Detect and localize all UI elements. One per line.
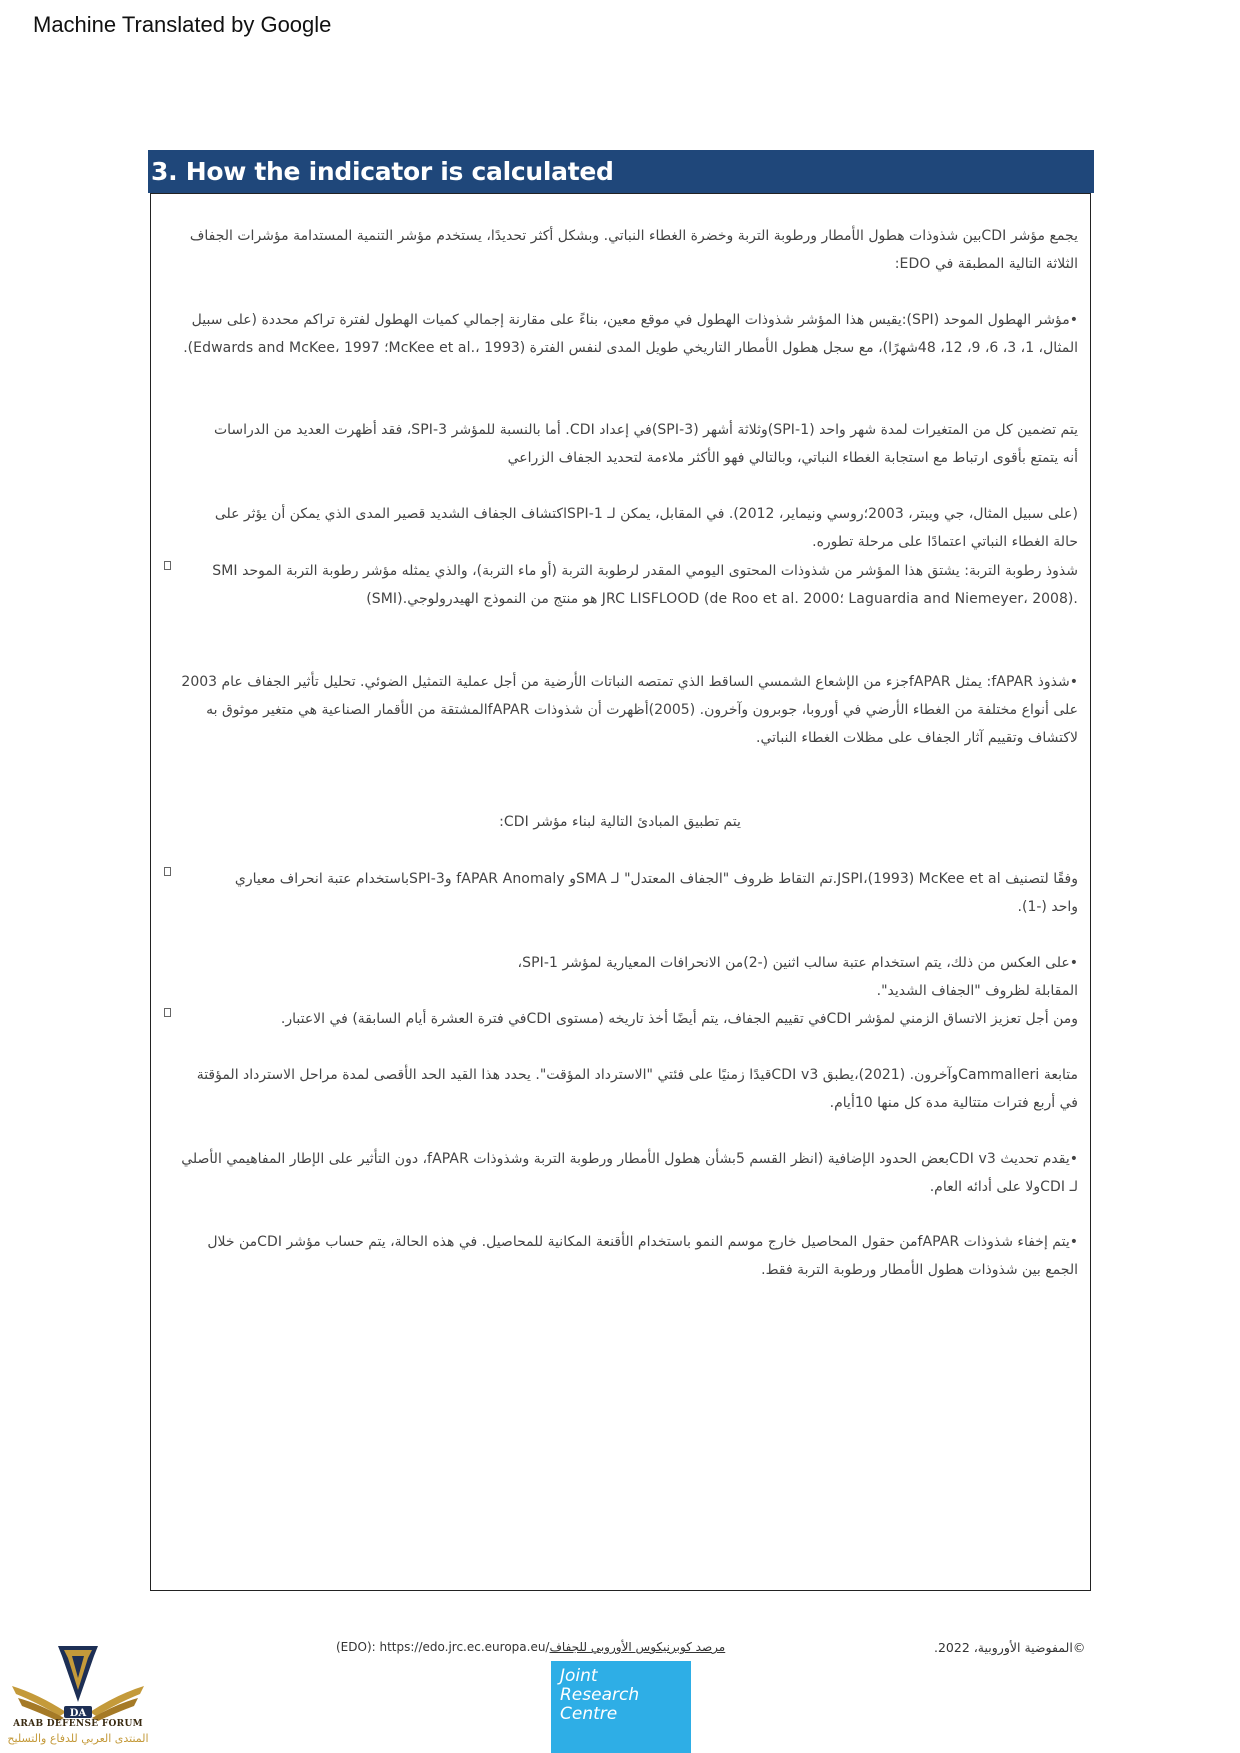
body-line: المقابلة لظروف "الجفاف الشديد". — [876, 983, 1078, 999]
content-frame — [150, 193, 1091, 1591]
principles-heading: يتم تطبيق المبادئ التالية لبناء مؤشر CDI: — [499, 814, 741, 830]
body-line: (على سبيل المثال، جي ويبتر، 2003؛روسي ونيماير، 2012). في المقابل، يمكن لـ SPI-1اكتشاف الجفاف الشديد قصير المدى الذي يمكن أن يؤثر على — [214, 506, 1078, 522]
missing-glyph-bullet-icon — [164, 867, 171, 876]
body-line: على أنواع مختلفة من الغطاء الأرضي في أوروبا، جوبرون وآخرون. (2005)أظهرت أن شذوذات fAPARالمشتقة من الأقمار الصناعية هي متغير موثوق به — [206, 702, 1078, 718]
body-line: شذوذ رطوبة التربة: يشتق هذا المؤشر من شذوذات المحتوى اليومي المقدر لرطوبة التربة (أو ماء التربة)، والذي يمثله مؤشر رطوبة التربة الموحد SMI — [212, 563, 1078, 579]
forum-name-en: ARAB DEFENSE FORUM — [13, 1719, 143, 1729]
jrc-logo-line: Joint — [560, 1666, 598, 1686]
body-line: •يتم إخفاء شذوذات fAPARمن حقول المحاصيل خارج موسم النمو باستخدام الأقنعة المكانية للمحاصيل. في هذه الحالة، يتم حساب مؤشر CDIمن خلال — [207, 1234, 1078, 1250]
forum-name-ar: المنتدى العربي للدفاع والتسليح — [7, 1732, 149, 1745]
body-line: أنه يتمتع بأقوى ارتباط مع استجابة الغطاء النباتي، وبالتالي فهو الأكثر ملاءمة لتحديد الجفاف الزراعي — [507, 450, 1078, 466]
footer-url-prefix: (EDO): https://edo.jrc.ec.europa.eu/ — [336, 1640, 550, 1654]
body-line: •على العكس من ذلك، يتم استخدام عتبة سالب اثنين (-2)من الانحرافات المعيارية لمؤشر SPI-1، — [517, 955, 1078, 971]
missing-glyph-bullet-icon — [164, 1008, 171, 1017]
body-line: واحد (-1). — [1017, 899, 1078, 915]
section-title: 3. How the indicator is calculated — [148, 150, 1094, 193]
body-line: الثلاثة التالية المطبقة في EDO: — [894, 256, 1078, 272]
forum-badge-text: DA — [69, 1708, 87, 1719]
body-line: يتم تضمين كل من المتغيرات لمدة شهر واحد (SPI-1)وثلاثة أشهر (SPI-3)في إعداد CDI. أما بالنسبة للمؤشر SPI-3، فقد أظهرت العديد من الدراسات — [213, 422, 1078, 438]
jrc-logo-line: Centre — [560, 1704, 618, 1724]
footer-edo-url[interactable] — [336, 1640, 725, 1654]
body-line: لاكتشاف وتقييم آثار الجفاف على مظلات الغطاء النباتي. — [756, 730, 1078, 746]
machine-translation-banner: Machine Translated by Google — [33, 12, 332, 37]
footer-url-link[interactable]: مرصد كوبرنيكوس الأوروبي للجفاف — [549, 1640, 726, 1654]
body-line: •مؤشر الهطول الموحد (SPI):يقيس هذا المؤشر شذوذات الهطول في موقع معين، بناءً على مقارنة إجمالي كميات الهطول لفترة تراكم محددة (على سبيل — [191, 312, 1078, 328]
body-line: وفقًا لتصنيف JSPI،(1993) McKee et al.تم التقاط ظروف "الجفاف المعتدل" لـ SMAو fAPAR Anomaly وSPI-3باستخدام عتبة انحراف معياري — [234, 871, 1078, 887]
body-line: الجمع بين شذوذات هطول الأمطار ورطوبة التربة فقط. — [761, 1262, 1078, 1278]
body-line: متابعة Cammalleriوآخرون. (2021)،يطبق CDI v3قيدًا زمنيًا على فئتي "الاسترداد المؤقت". يحدد هذا القيد الحد الأقصى لمدة مراحل الاسترداد المؤقتة — [196, 1067, 1078, 1083]
body-line: في أربع فترات متتالية مدة كل منها 10أيام. — [829, 1095, 1078, 1111]
body-line: (SMI).هو منتج من النموذج الهيدرولوجي JRC LISFLOOD (de Roo et al. 2000؛ Laguardia and Niemeyer، 2008). — [366, 591, 1078, 607]
body-line: •شذوذ fAPAR: يمثل fAPARجزء من الإشعاع الشمسي الساقط الذي تمتصه النباتات الأرضية من أجل عملية التمثيل الضوئي. تحليل تأثير الجفاف عام 2003 — [181, 674, 1078, 690]
footer-copyright: ©المفوضية الأوروبية، 2022. — [934, 1640, 1086, 1655]
body-line: لـ CDIولا على أدائه العام. — [929, 1179, 1078, 1195]
jrc-logo — [551, 1661, 691, 1753]
body-line: يجمع مؤشر CDIبين شذوذات هطول الأمطار ورطوبة التربة وخضرة الغطاء النباتي. وبشكل أكثر تحديدًا، يستخدم مؤشر التنمية المستدامة مؤشرات الجفاف — [189, 228, 1078, 244]
missing-glyph-bullet-icon — [164, 561, 171, 570]
body-line: •يقدم تحديث CDI v3بعض الحدود الإضافية (انظر القسم 5بشأن هطول الأمطار ورطوبة التربة وشذوذات fAPAR، دون التأثير على الإطار المفاهيمي الأصلي — [181, 1151, 1078, 1167]
body-line: ومن أجل تعزيز الاتساق الزمني لمؤشر CDIفي تقييم الجفاف، يتم أيضًا أخذ تاريخه (مستوى CDIفي فترة العشرة أيام السابقة) في الاعتبار. — [280, 1011, 1078, 1027]
jrc-logo-line: Research — [560, 1685, 640, 1705]
body-line: المثال، 1، 3، 6، 9، 12، 48شهرًا)، مع سجل هطول الأمطار التاريخي طويل المدى لنفس الفترة (McKee et al.، 1993؛ Edwards and McKee، 1997). — [183, 340, 1078, 356]
body-line: حالة الغطاء النباتي اعتمادًا على مرحلة تطوره. — [812, 534, 1078, 550]
